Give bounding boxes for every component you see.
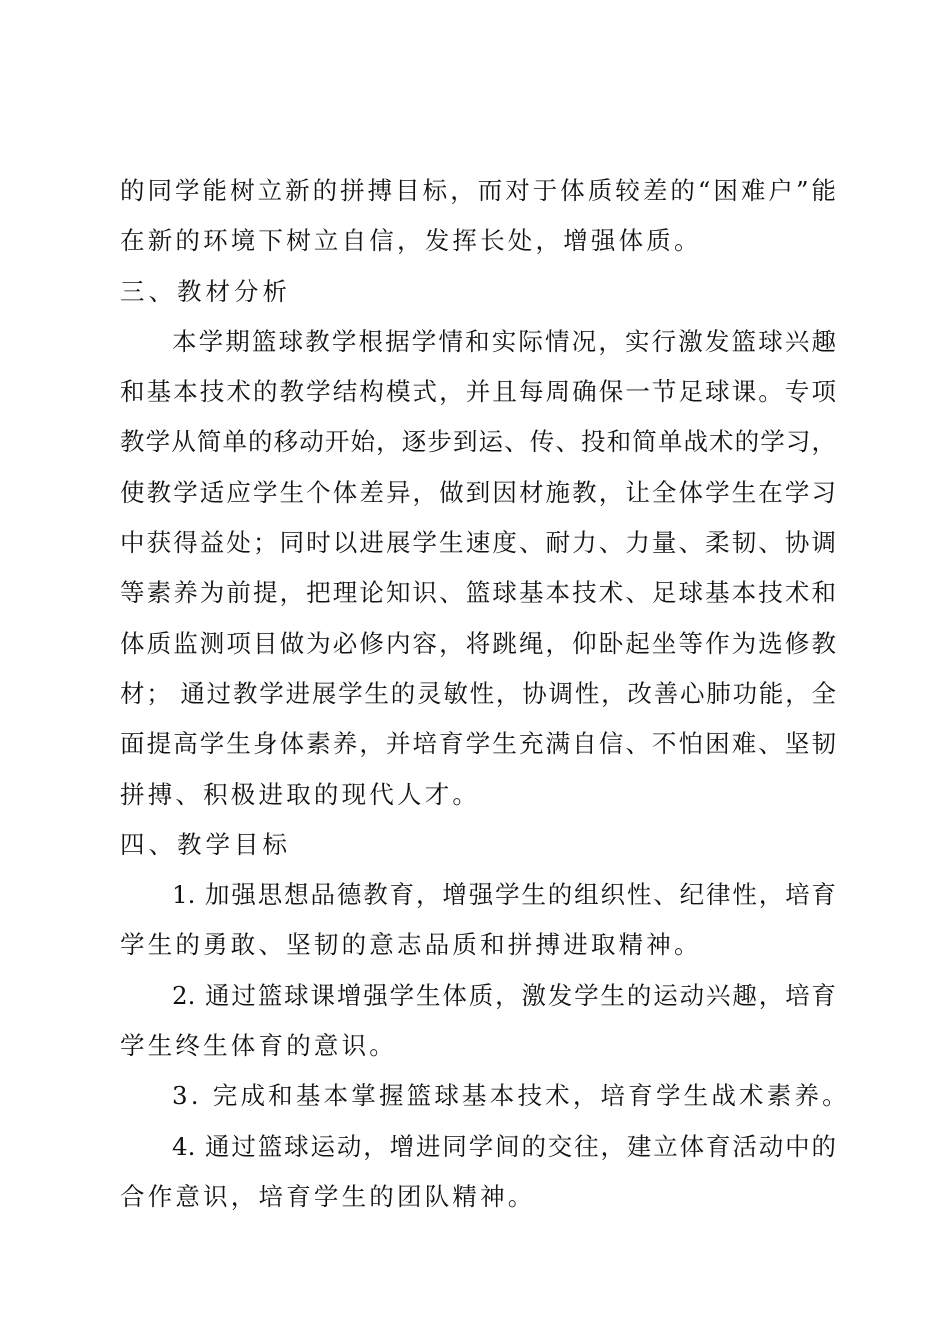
section-heading-objectives: 四、教学目标 [120,829,291,859]
paragraph-line: 面提高学生身体素养，并培育学生充满自信、不怕困难、坚韧 [120,729,836,759]
objective-line: 2. 通过篮球课增强学生体质，激发学生的运动兴趣，培育 [172,980,836,1010]
paragraph-line: 体质监测项目做为必修内容，将跳绳，仰卧起坐等作为选修教 [120,628,836,658]
paragraph-line: 和基本技术的教学结构模式，并且每周确保一节足球课。专项 [120,377,836,407]
materials-paragraph [120,317,836,820]
document-body [120,166,850,1222]
objective-item-2 [120,971,836,1072]
paragraph-line: 拼搏、积极进取的现代人才。 [120,779,481,809]
objective-line: 4. 通过篮球运动，增进同学间的交往，建立体育活动中的 [172,1131,836,1161]
paragraph-line: 使教学适应学生个体差异，做到因材施教，让全体学生在学习 [120,477,836,507]
objective-line: 1. 加强思想品德教育，增强学生的组织性、纪律性，培育 [172,880,836,910]
section-heading-materials: 三、教材分析 [120,276,291,306]
objective-item-3 [120,1071,850,1121]
paragraph-line: 材； 通过教学进展学生的灵敏性，协调性，改善心肺功能，全 [120,678,836,708]
paragraph-line: 本学期篮球教学根据学情和实际情况，实行激发篮球兴趣 [172,326,836,356]
objective-line: 学生的勇敢、坚韧的意志品质和拼搏进取精神。 [120,930,702,960]
objective-item-1 [120,870,836,971]
intro-line-1: 的同学能树立新的拼搏目标，而对于体质较差的“困难户”能 [120,176,836,205]
paragraph-line: 教学从简单的移动开始，逐步到运、传、投和简单战术的学习， [120,427,836,457]
paragraph-line: 中获得益处；同时以进展学生速度、耐力、力量、柔韧、协调 [120,528,836,558]
objective-line: 学生终生体育的意识。 [120,1031,397,1061]
paragraph-line: 等素养为前提，把理论知识、篮球基本技术、足球基本技术和 [120,578,836,608]
objective-line: 3. 完成和基本掌握篮球基本技术，培育学生战术素养。 [172,1081,850,1111]
intro-line-2: 在新的环境下树立自信，发挥长处，增强体质。 [120,226,702,256]
objective-line: 合作意识，培育学生的团队精神。 [120,1181,536,1211]
objective-item-4 [120,1122,836,1223]
